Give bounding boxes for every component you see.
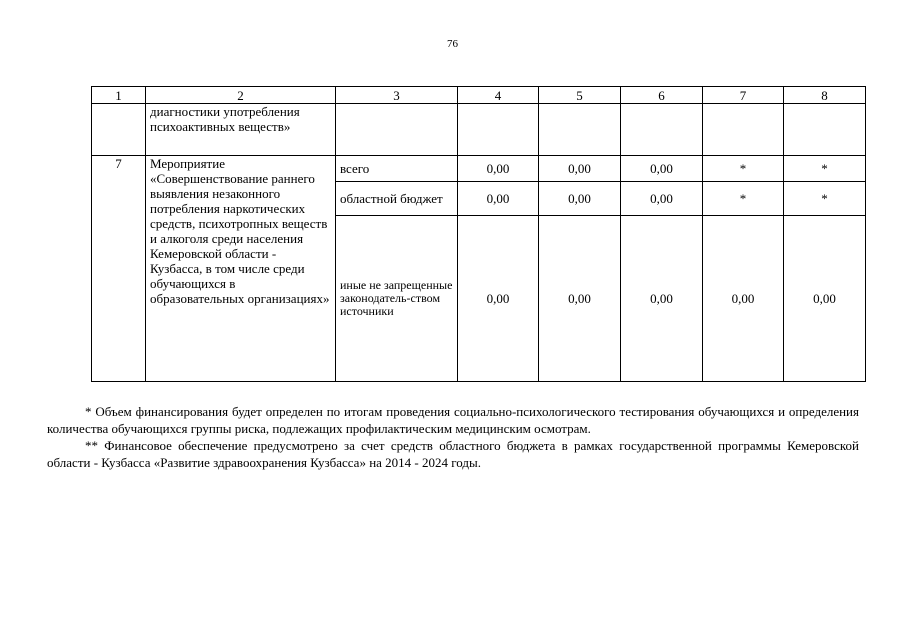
page-number: 76: [447, 38, 458, 50]
table-cell: 0,00: [458, 156, 539, 182]
table-cell: 0,00: [621, 182, 703, 216]
column-number: 4: [458, 87, 539, 104]
row-number: 7: [92, 156, 146, 382]
table-cell: *: [703, 156, 784, 182]
column-number: 8: [784, 87, 866, 104]
footnotes: [47, 403, 859, 471]
table-cell: 0,00: [539, 156, 621, 182]
table-cell: 0,00: [621, 216, 703, 382]
column-number: 3: [336, 87, 458, 104]
table-cell: 0,00: [458, 216, 539, 382]
footnote-1: * Объем финансирования будет определен по итогам проведения социально-психологического тестирования обучающихся и определения количества обучающихся группы риска, подлежащих профилактическим медицинским осмотрам.: [47, 404, 859, 436]
table-cell: 0,00: [539, 182, 621, 216]
column-number: 7: [703, 87, 784, 104]
funding-source-label: областной бюджет: [336, 182, 458, 216]
table-cell: 0,00: [621, 156, 703, 182]
funding-table: [91, 86, 866, 382]
column-number: 1: [92, 87, 146, 104]
column-number: 6: [621, 87, 703, 104]
measure-description: Мероприятие «Совершенствование раннего выявления незаконного потребления наркотических средств, психотропных веществ и алкоголя среди населения Кемеровской области - Кузбасса, в том числе среди обучающихся в образовательных организациях»: [146, 156, 336, 382]
column-number: 5: [539, 87, 621, 104]
footnote-2: ** Финансовое обеспечение предусмотрено за счет средств областного бюджета в рамках государственной программы Кемеровской области - Кузбасса «Развитие здравоохранения Кузбасса» на 2014 - 2024 годы.: [47, 438, 859, 470]
table-cell: 0,00: [539, 216, 621, 382]
table-cell: *: [784, 156, 866, 182]
funding-source-label: всего: [336, 156, 458, 182]
funding-source-label: иные не запрещенные законодатель-ством источники: [336, 216, 458, 382]
table-cell: 0,00: [703, 216, 784, 382]
table-cell: 0,00: [458, 182, 539, 216]
table-row: [92, 104, 866, 156]
table-cell: *: [703, 182, 784, 216]
table-cell: *: [784, 182, 866, 216]
table-header-row: [92, 87, 866, 104]
continuation-text: диагностики употребления психоактивных веществ»: [146, 104, 336, 156]
table-cell: 0,00: [784, 216, 866, 382]
column-number: 2: [146, 87, 336, 104]
table-row: [92, 156, 866, 182]
